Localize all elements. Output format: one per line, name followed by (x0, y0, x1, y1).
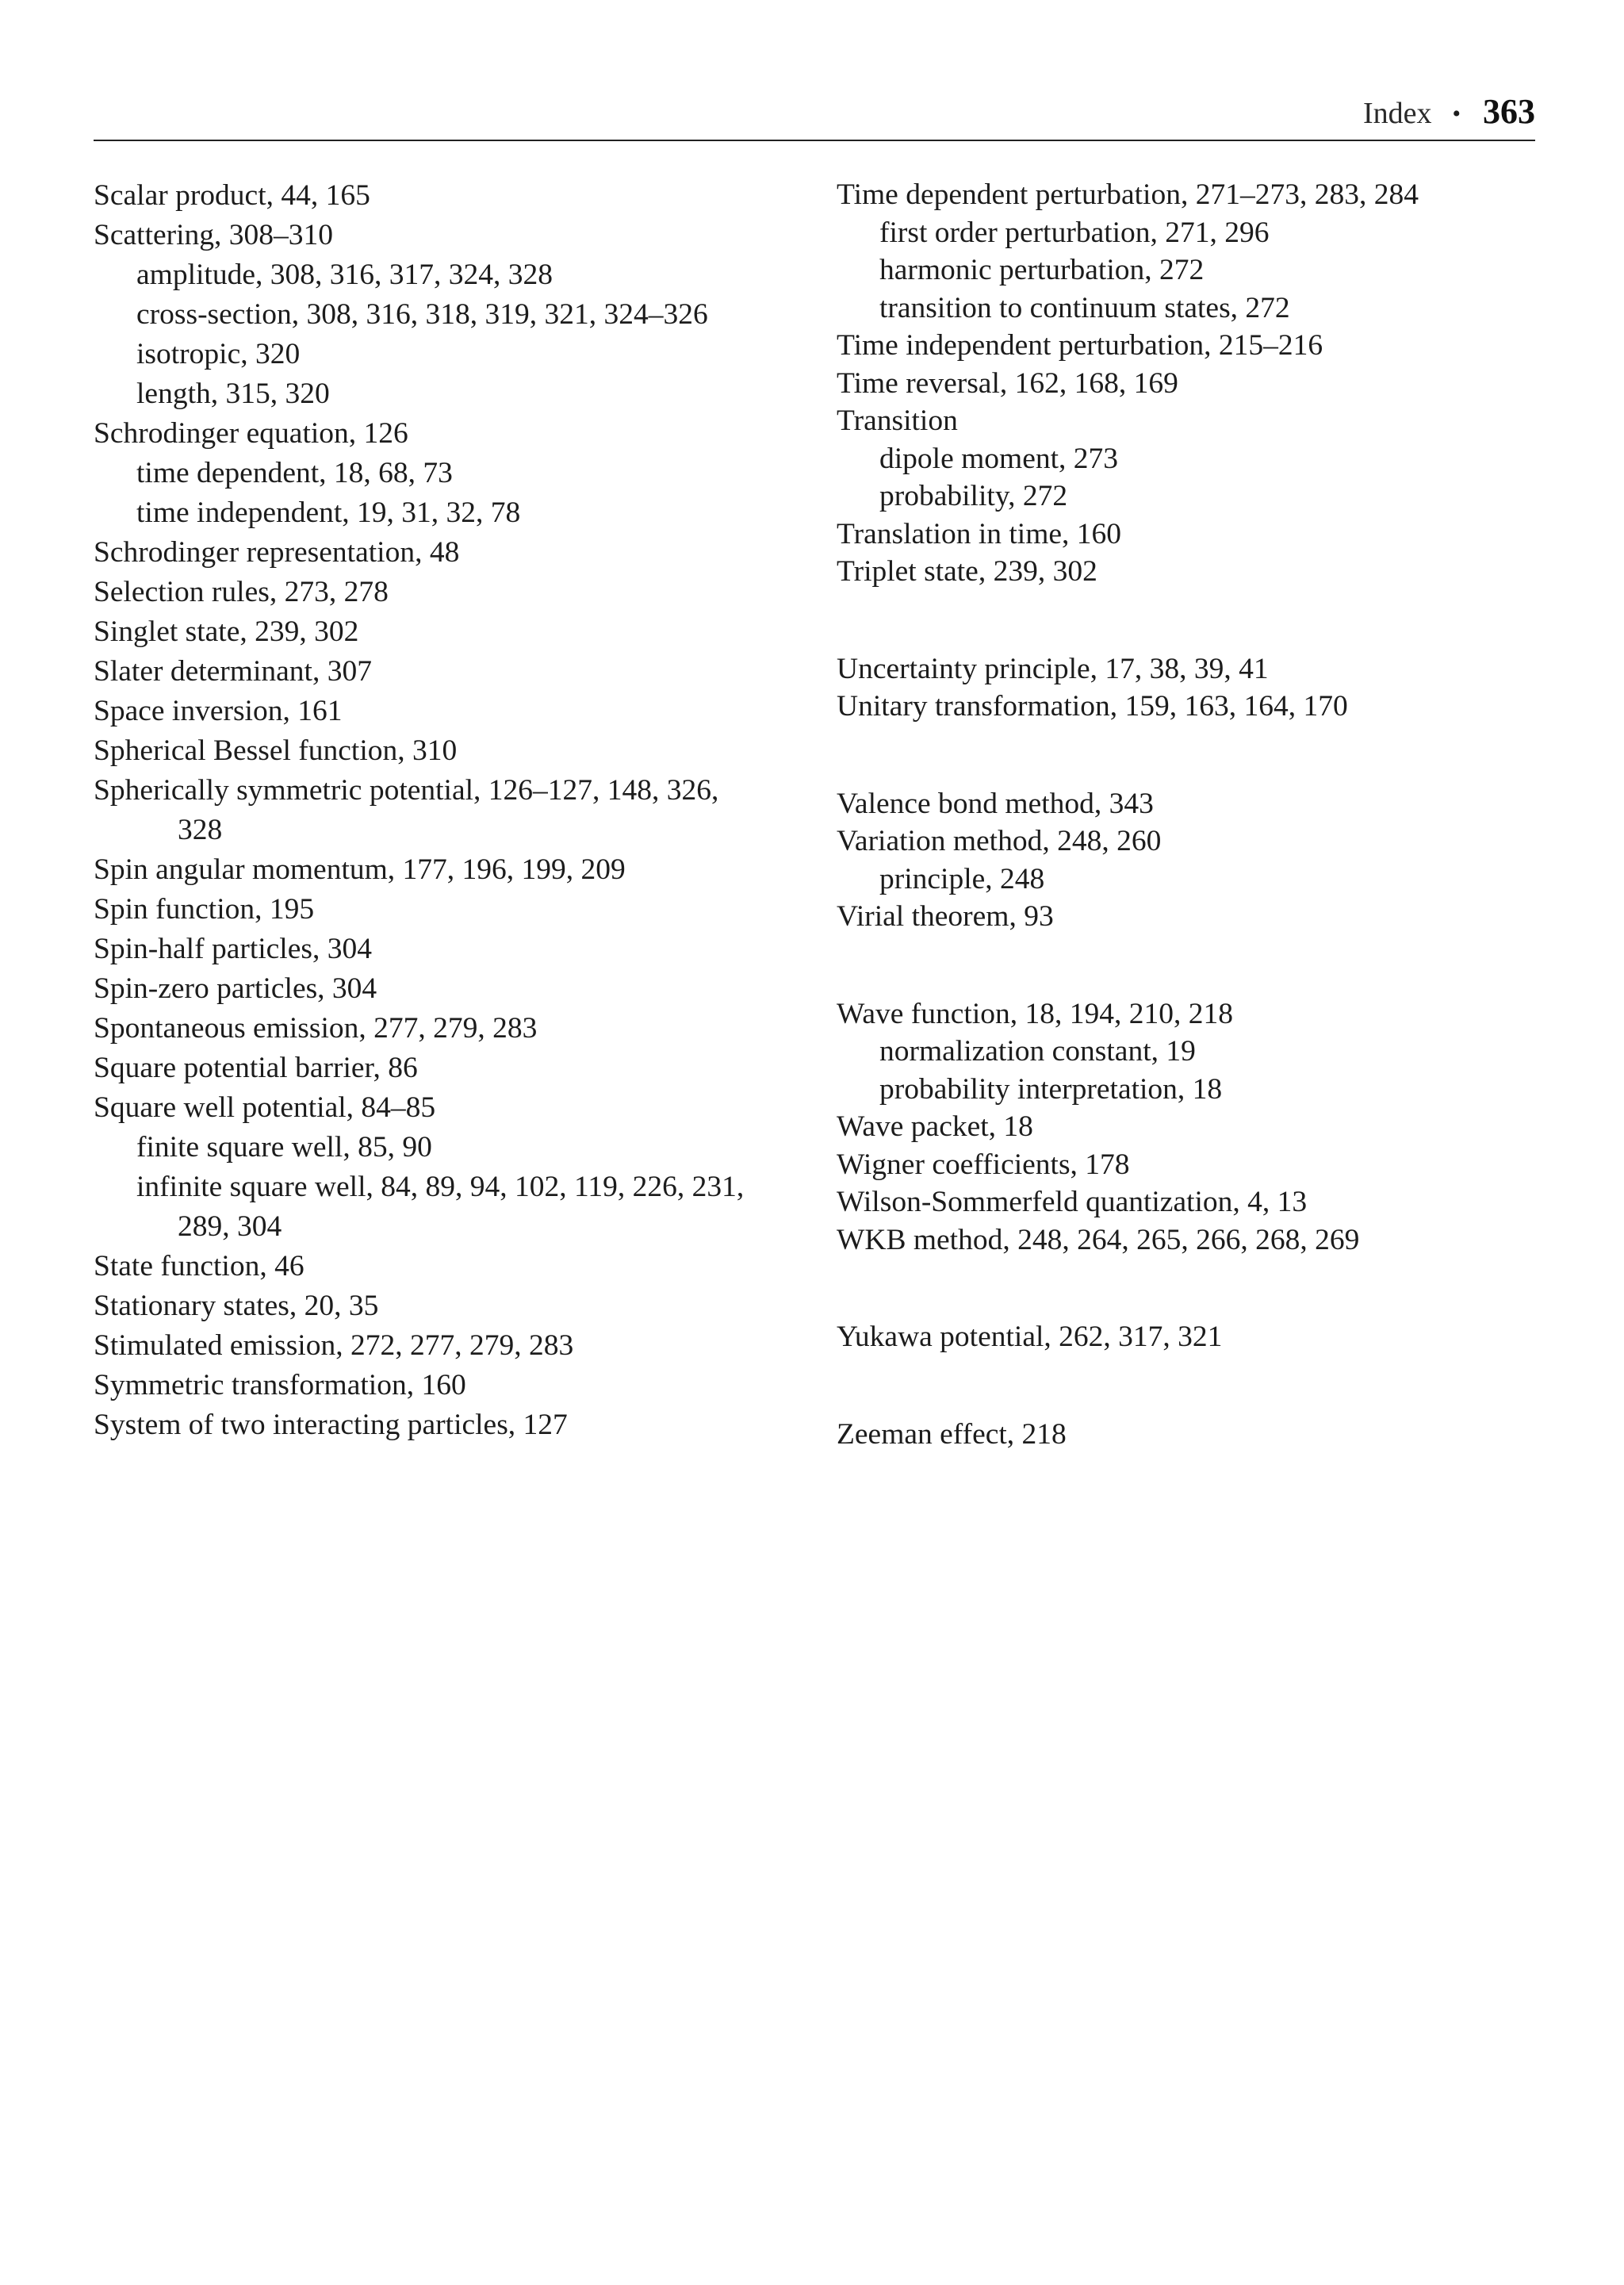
index-subentry: transition to continuum states, 272 (879, 291, 1290, 324)
index-entry: Spin function, 195 (94, 893, 315, 926)
index-entry: Uncertainty principle, 17, 38, 39, 41 (837, 652, 1269, 685)
index-entry: Wigner coefficients, 178 (837, 1148, 1130, 1181)
index-entry: Wilson-Sommerfeld quantization, 4, 13 (837, 1186, 1308, 1218)
index-column-left (94, 176, 807, 1445)
index-entry: Square potential barrier, 86 (94, 1052, 418, 1084)
index-entry: Stimulated emission, 272, 277, 279, 283 (94, 1329, 574, 1362)
index-entry: Yukawa potential, 262, 317, 321 (837, 1321, 1223, 1353)
index-subentry: infinite square well, 84, 89, 94, 102, 119, 226, 231, (136, 1171, 745, 1203)
index-entry: Triplet state, 239, 302 (837, 555, 1097, 588)
index-entry: Scattering, 308–310 (94, 219, 334, 251)
index-entry: Scalar product, 44, 165 (94, 179, 370, 212)
index-subentry: dipole moment, 273 (879, 442, 1119, 475)
index-entry: Spin-half particles, 304 (94, 933, 372, 965)
index-subentry: harmonic perturbation, 272 (879, 254, 1205, 286)
index-entry: Spontaneous emission, 277, 279, 283 (94, 1012, 538, 1045)
index-entry: State function, 46 (94, 1250, 304, 1282)
index-subentry: time independent, 19, 31, 32, 78 (136, 496, 521, 529)
index-subentry: isotropic, 320 (136, 338, 301, 370)
index-entry: System of two interacting particles, 127 (94, 1409, 568, 1441)
index-entry: WKB method, 248, 264, 265, 266, 268, 269 (837, 1223, 1360, 1256)
index-entry: Schrodinger equation, 126 (94, 417, 408, 450)
index-entry: Unitary transformation, 159, 163, 164, 170 (837, 690, 1348, 723)
running-head-right (1363, 91, 1535, 132)
index-entry-continuation: 328 (178, 814, 223, 846)
index-subentry: length, 315, 320 (136, 378, 330, 410)
index-entry: Spin angular momentum, 177, 196, 199, 209 (94, 853, 626, 886)
index-entry: Slater determinant, 307 (94, 655, 372, 688)
index-entry: Variation method, 248, 260 (837, 825, 1162, 857)
index-entry: Wave packet, 18 (837, 1110, 1033, 1143)
index-entry-continuation: 289, 304 (178, 1210, 282, 1243)
index-entry: Zeeman effect, 218 (837, 1417, 1067, 1451)
index-entry: Virial theorem, 93 (837, 900, 1054, 933)
index-entry: Stationary states, 20, 35 (94, 1290, 379, 1322)
index-subentry: finite square well, 85, 90 (136, 1131, 432, 1164)
index-subentry: probability interpretation, 18 (879, 1072, 1223, 1106)
letter-group-gap (837, 1259, 1534, 1318)
index-entry: Selection rules, 273, 278 (94, 576, 389, 608)
letter-group-gap (837, 936, 1534, 995)
letter-group-gap (837, 726, 1534, 785)
index-subentry: amplitude, 308, 316, 317, 324, 328 (136, 259, 553, 291)
index-entry: Time dependent perturbation, 271–273, 283, 284 (837, 178, 1419, 211)
index-entry: Space inversion, 161 (94, 695, 343, 727)
index-entry: Time reversal, 162, 168, 169 (837, 366, 1178, 400)
bullet-separator: • (1452, 101, 1461, 127)
index-subentry: time dependent, 18, 68, 73 (136, 457, 453, 489)
letter-group-gap (837, 591, 1534, 650)
index-subentry: principle, 248 (879, 862, 1045, 895)
index-entry: Symmetric transformation, 160 (94, 1369, 466, 1401)
index-subentry: cross-section, 308, 316, 318, 319, 321, 324–326 (136, 298, 708, 331)
index-entry: Schrodinger representation, 48 (94, 536, 460, 569)
index-entry: Singlet state, 239, 302 (94, 615, 359, 648)
section-label: Index (1362, 97, 1432, 130)
index-entry: Spherically symmetric potential, 126–127, 148, 326, (94, 774, 719, 807)
index-entry: Translation in time, 160 (837, 517, 1122, 550)
index-subentry: probability, 272 (879, 480, 1068, 512)
index-subentry: first order perturbation, 271, 296 (879, 216, 1270, 249)
index-entry: Transition (837, 404, 958, 437)
page-number: 363 (1483, 92, 1535, 131)
index-column-right (837, 176, 1534, 1453)
index-entry: Square well potential, 84–85 (94, 1091, 436, 1124)
index-entry: Spherical Bessel function, 310 (94, 734, 458, 767)
running-head (94, 86, 1535, 141)
letter-group-gap (837, 1356, 1534, 1416)
index-entry: Wave function, 18, 194, 210, 218 (837, 997, 1234, 1030)
index-entry: Spin-zero particles, 304 (94, 972, 377, 1005)
index-entry: Valence bond method, 343 (837, 787, 1154, 820)
index-entry: Time independent perturbation, 215–216 (837, 329, 1323, 362)
index-subentry: normalization constant, 19 (879, 1035, 1196, 1068)
